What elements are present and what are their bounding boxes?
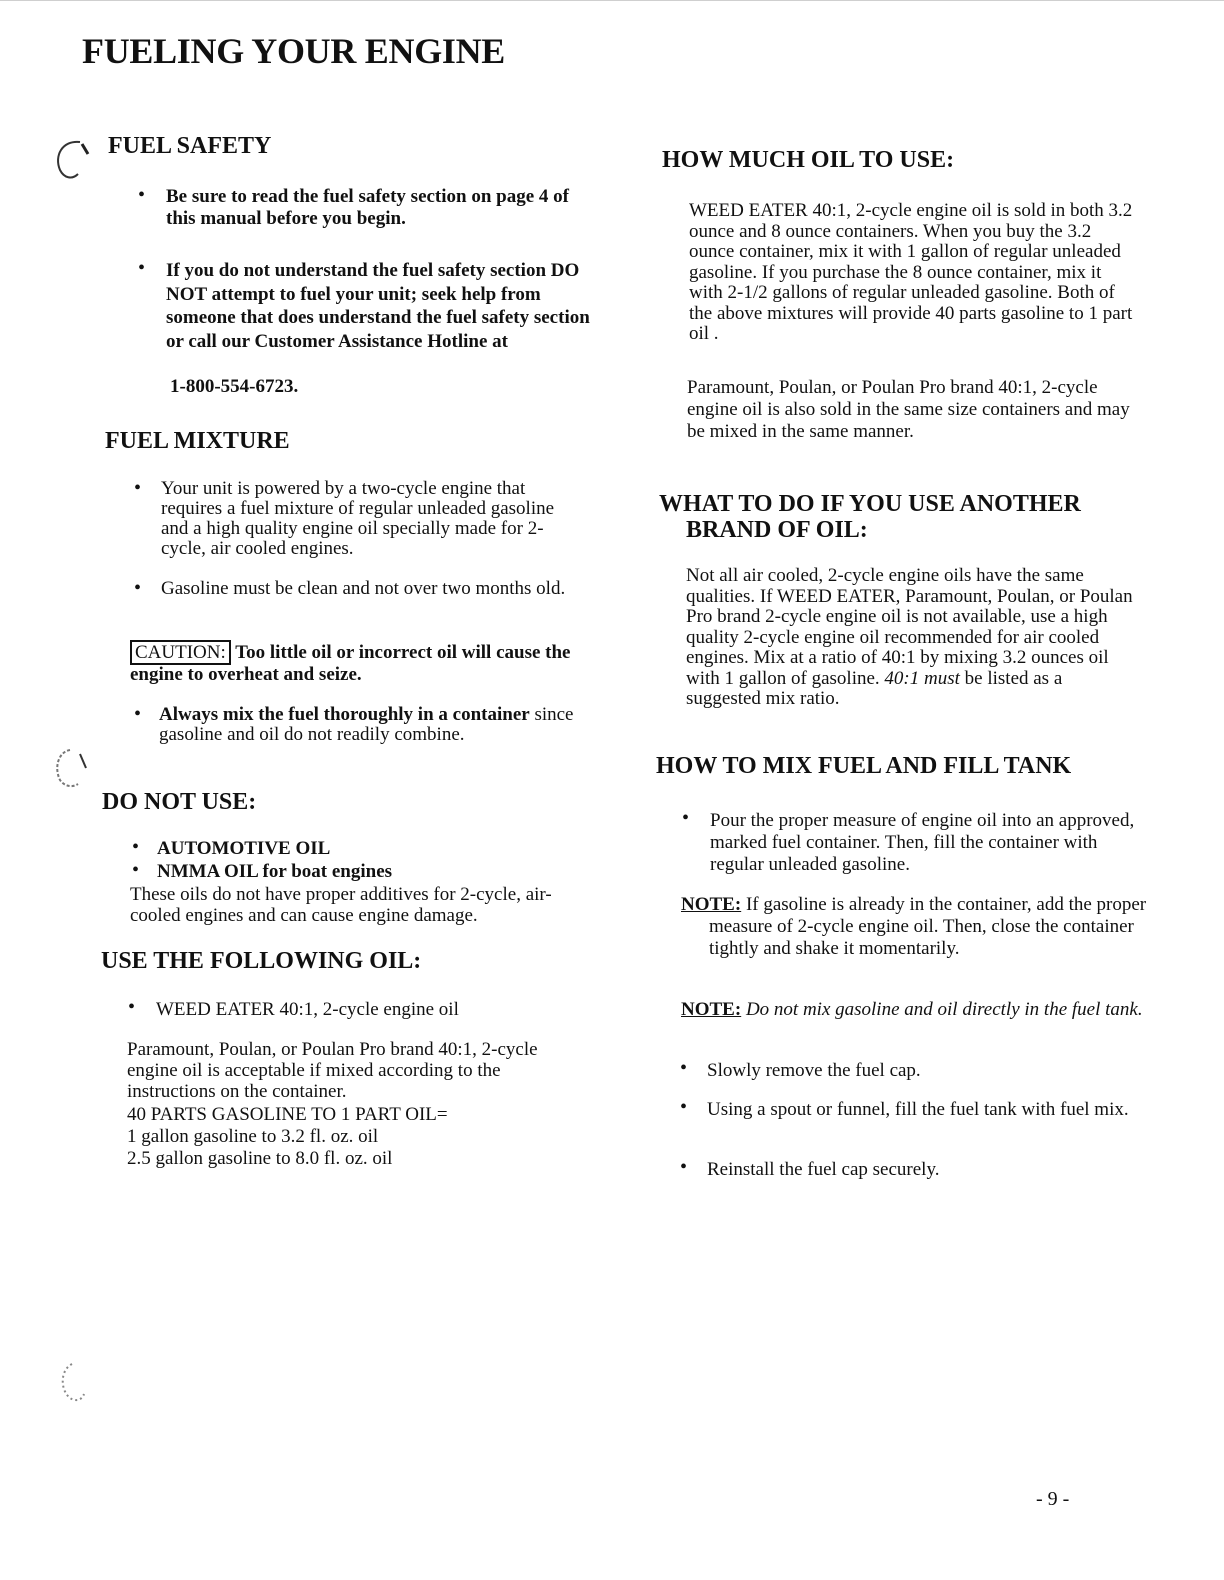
fuel-safety-heading: FUEL SAFETY xyxy=(108,133,272,159)
ratio-line: 1 gallon gasoline to 3.2 fl. oz. oil xyxy=(127,1126,379,1147)
how-to-mix-item: Pour the proper measure of engine oil into an approved, marked fuel container. Then, fill the container with regular unleaded gasoline. xyxy=(710,810,1135,875)
do-not-use-heading: DO NOT USE: xyxy=(102,789,257,815)
binder-hole-icon xyxy=(52,1360,92,1406)
fuel-mixture-item xyxy=(159,705,587,745)
bullet-icon: • xyxy=(138,184,146,206)
how-much-paragraph: Paramount, Poulan, or Poulan Pro brand 40:1, 2-cycle engine oil is also sold in the same size containers and may be mixed in the same manner. xyxy=(687,377,1130,442)
bullet-icon: • xyxy=(680,1156,688,1178)
bullet-icon: • xyxy=(134,703,142,725)
another-brand-text: Not all air cooled, 2-cycle engine oils have the same qualities. If WEED EATER, Paramount, Poulan, or Poulan Pro brand 2-cycle engine oil is not available, use a high quality 2-cycle engine oil recommended for air cooled engines. Mix at a ratio of 40:1 by mixing 3.2 ounces oil with 1 gallon of gasoline. xyxy=(686,565,1133,689)
bullet-icon: • xyxy=(682,807,690,829)
bullet-icon: • xyxy=(134,477,142,499)
do-not-use-item: NMMA OIL for boat engines xyxy=(157,861,393,882)
page-number: - 9 - xyxy=(1036,1488,1070,1510)
how-to-mix-item: Using a spout or funnel, fill the fuel tank with fuel mix. xyxy=(707,1099,1129,1120)
note-text: Do not mix gasoline and oil directly in the fuel tank. xyxy=(745,999,1143,1020)
hotline-number: 1-800-554-6723. xyxy=(170,376,299,397)
note-paragraph xyxy=(681,999,1164,1021)
binder-hole-icon xyxy=(52,138,92,184)
do-not-use-note: These oils do not have proper additives for 2-cycle, air-cooled engines and can cause engine damage. xyxy=(130,884,552,926)
note-label: NOTE: xyxy=(681,894,742,915)
another-brand-italic: 40:1 must xyxy=(884,667,960,689)
how-much-oil-heading: HOW MUCH OIL TO USE: xyxy=(662,147,955,173)
fuel-mixture-heading: FUEL MIXTURE xyxy=(105,428,290,454)
how-to-mix-item: Reinstall the fuel cap securely. xyxy=(707,1159,940,1180)
another-brand-heading xyxy=(659,491,1081,543)
use-following-item: WEED EATER 40:1, 2-cycle engine oil xyxy=(156,999,459,1020)
fuel-mixture-item: Gasoline must be clean and not over two months old. xyxy=(161,578,566,599)
fuel-safety-item: Be sure to read the fuel safety section on page 4 of this manual before you begin. xyxy=(166,186,569,229)
bullet-icon: • xyxy=(132,859,140,881)
bullet-icon: • xyxy=(138,257,146,279)
scan-top-edge xyxy=(0,0,1224,1)
bullet-icon: • xyxy=(132,836,140,858)
page-title: FUELING YOUR ENGINE xyxy=(82,31,506,71)
another-brand-paragraph xyxy=(686,566,1138,710)
note-paragraph xyxy=(681,894,1164,960)
bullet-icon: • xyxy=(128,996,136,1018)
do-not-use-item: AUTOMOTIVE OIL xyxy=(157,838,331,859)
caution-note xyxy=(130,642,590,686)
another-brand-tail: be listed as a suggested mix ratio. xyxy=(686,667,1063,709)
how-to-mix-item: Slowly remove the fuel cap. xyxy=(707,1060,921,1081)
ratio-line: 2.5 gallon gasoline to 8.0 fl. oz. oil xyxy=(127,1148,393,1169)
use-following-paragraph: Paramount, Poulan, or Poulan Pro brand 40:1, 2-cycle engine oil is acceptable if mixed according to the instructions on the container. xyxy=(127,1039,538,1102)
mix-instruction-rest: since gasoline and oil do not readily combine. xyxy=(159,704,574,745)
caution-text: Too little oil or incorrect oil will cause the engine to overheat and seize. xyxy=(130,642,571,685)
fuel-mixture-item: Your unit is powered by a two-cycle engine that requires a fuel mixture of regular unleaded gasoline and a high quality engine oil specially made for 2-cycle, air cooled engines. xyxy=(161,478,555,559)
bullet-icon: • xyxy=(680,1057,688,1079)
fuel-safety-item: If you do not understand the fuel safety section DO NOT attempt to fuel your unit; seek help from someone that does understand the fuel safety section or call our Customer Assistance Hotline at xyxy=(166,260,590,352)
another-brand-heading-line: WHAT TO DO IF YOU USE ANOTHER xyxy=(659,491,1081,517)
mix-instruction-bold: Always mix the fuel thoroughly in a container xyxy=(159,704,530,725)
caution-label: CAUTION: xyxy=(130,640,231,665)
bullet-icon: • xyxy=(134,577,142,599)
binder-hole-icon xyxy=(48,746,94,792)
note-label: NOTE: xyxy=(681,999,742,1020)
another-brand-heading-line: BRAND OF OIL: xyxy=(686,517,868,543)
how-to-mix-heading: HOW TO MIX FUEL AND FILL TANK xyxy=(656,753,1072,779)
bullet-icon: • xyxy=(680,1096,688,1118)
how-much-paragraph: WEED EATER 40:1, 2-cycle engine oil is sold in both 3.2 ounce and 8 ounce containers. When you buy the 3.2 ounce container, mix it with 1 gallon of regular unleaded gasoline. If you purchase the 8 ounce container, mix it with 2-1/2 gallons of regular unleaded gasoline. Both of the above mixtures will provide 40 parts gasoline to 1 part oil . xyxy=(689,200,1133,344)
use-following-heading: USE THE FOLLOWING OIL: xyxy=(101,948,422,974)
note-text: If gasoline is already in the container, add the proper measure of 2-cycle engine oil. Then, close the container tightly and shake it momentarily. xyxy=(709,894,1147,959)
ratio-line: 40 PARTS GASOLINE TO 1 PART OIL= xyxy=(127,1104,448,1125)
